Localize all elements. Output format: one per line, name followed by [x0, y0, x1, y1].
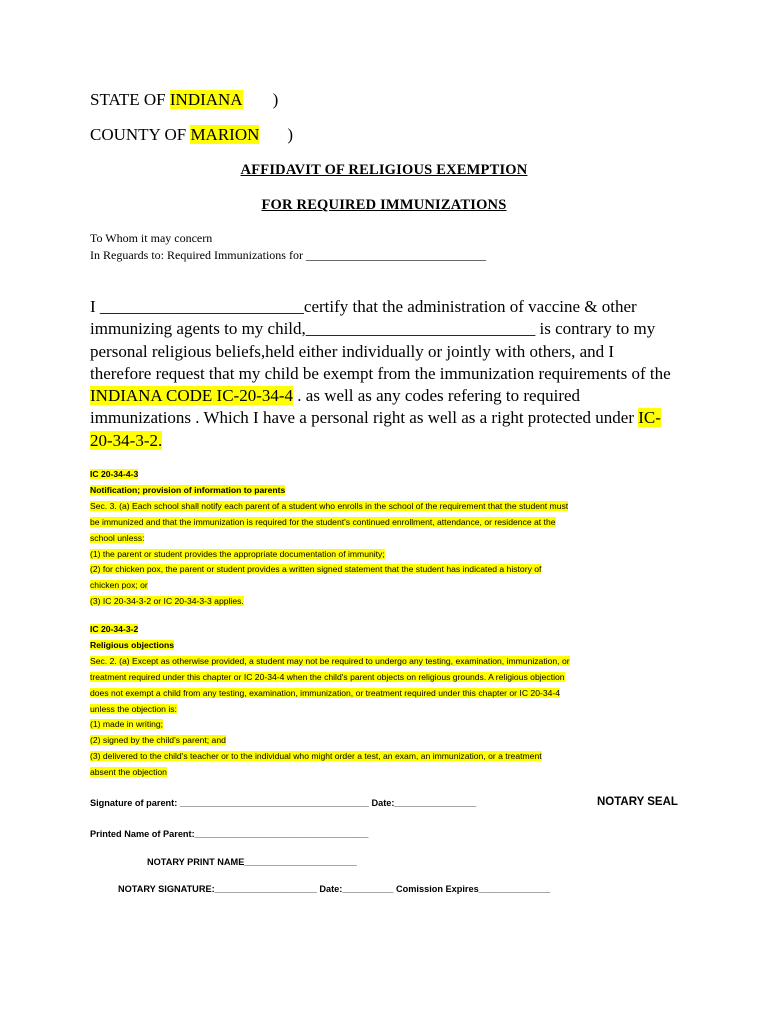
affidavit-body	[90, 296, 675, 452]
statute-line: be immunized and that the immunization is required for the student's continued enrollment, attendance, or residence at the	[90, 516, 556, 527]
regards-line: In Reguards to: Required Immunizations for ______________________________	[90, 248, 486, 262]
state-label: STATE OF	[90, 90, 170, 109]
statute-code: IC 20-34-4-3	[90, 469, 139, 479]
notary-print-name-line: NOTARY PRINT NAME______________________	[147, 857, 357, 867]
body-line: therefore request that my child be exempt from the immunization requirements of the	[90, 363, 671, 383]
code-reference: IC-	[638, 408, 661, 428]
document-subtitle: FOR REQUIRED IMMUNIZATIONS	[261, 197, 507, 213]
statute-line: (1) the parent or student provides the appropriate documentation of immunity;	[90, 548, 385, 559]
statute-line: absent the objection	[90, 767, 167, 778]
statute-line: Sec. 3. (a) Each school shall notify each parent of a student who enrolls in the school of the requirement that the student must	[90, 500, 569, 511]
document-title: AFFIDAVIT OF RELIGIOUS EXEMPTION	[240, 162, 528, 178]
statute-line: (1) made in writing;	[90, 719, 164, 730]
body-line	[90, 407, 675, 429]
statute-line: (3) IC 20-34-3-2 or IC 20-34-3-3 applies.	[90, 596, 244, 607]
statute-line: chicken pox; or	[90, 580, 148, 591]
statute-line: does not exempt a child from any testing, examination, immunization, or treatment required under this chapter or IC 20-34-4	[90, 687, 561, 698]
body-line	[90, 430, 675, 452]
body-line: personal religious beliefs,held either individually or jointly with others, and I	[90, 341, 615, 361]
statute-ic-20-34-3-2	[90, 622, 690, 781]
state-value: INDIANA	[169, 90, 243, 109]
code-reference: INDIANA CODE IC-20-34-4	[90, 386, 294, 406]
statute-line: treatment required under this chapter or IC 20-34-4 when the child's parent objects on religious grounds. A religious objection	[90, 671, 565, 682]
printed-name-line: Printed Name of Parent:__________________________________	[90, 829, 369, 839]
county-label: COUNTY OF	[90, 125, 191, 144]
notary-seal-label: NOTARY SEAL	[597, 796, 678, 808]
statute-line: unless the objection is:	[90, 703, 177, 714]
salutation: To Whom it may concern	[90, 231, 213, 245]
statute-heading: Religious objections	[90, 639, 175, 650]
statute-line: (2) signed by the child's parent; and	[90, 735, 226, 746]
county-paren: )	[287, 125, 294, 144]
body-line: I ________________________certify that the administration of vaccine & other	[90, 297, 637, 316]
body-line: immunizing agents to my child,___________________________ is contrary to my	[90, 319, 656, 339]
code-reference: 20-34-3-2.	[90, 430, 163, 450]
notary-signature-line: NOTARY SIGNATURE:____________________ Date:__________ Comission Expires______________	[118, 884, 551, 894]
statute-line: Sec. 2. (a) Except as otherwise provided, a student may not be required to undergo any testing, examination, immunization, or	[90, 655, 570, 666]
statute-line: (2) for chicken pox, the parent or student provides a written signed statement that the student has indicated a history of	[90, 564, 542, 575]
body-text: immunizations . Which I have a personal right as well as a right protected under	[90, 408, 639, 428]
body-text: . as well as any codes refering to required	[293, 386, 581, 406]
state-line	[90, 90, 278, 110]
body-line	[90, 385, 675, 407]
parent-signature-line: Signature of parent: _____________________________________ Date:________________	[90, 798, 477, 808]
county-value: MARION	[190, 125, 260, 144]
statute-ic-20-34-4-3	[90, 467, 690, 610]
county-line	[90, 125, 293, 145]
statute-line: school unless:	[90, 532, 145, 543]
statute-line: (3) delivered to the child's teacher or to the individual who might order a test, an exam, an immunization, or a treatment	[90, 751, 542, 762]
statute-code: IC 20-34-3-2	[90, 624, 139, 634]
statute-heading: Notification; provision of information to parents	[90, 484, 286, 495]
state-paren: )	[272, 90, 279, 109]
